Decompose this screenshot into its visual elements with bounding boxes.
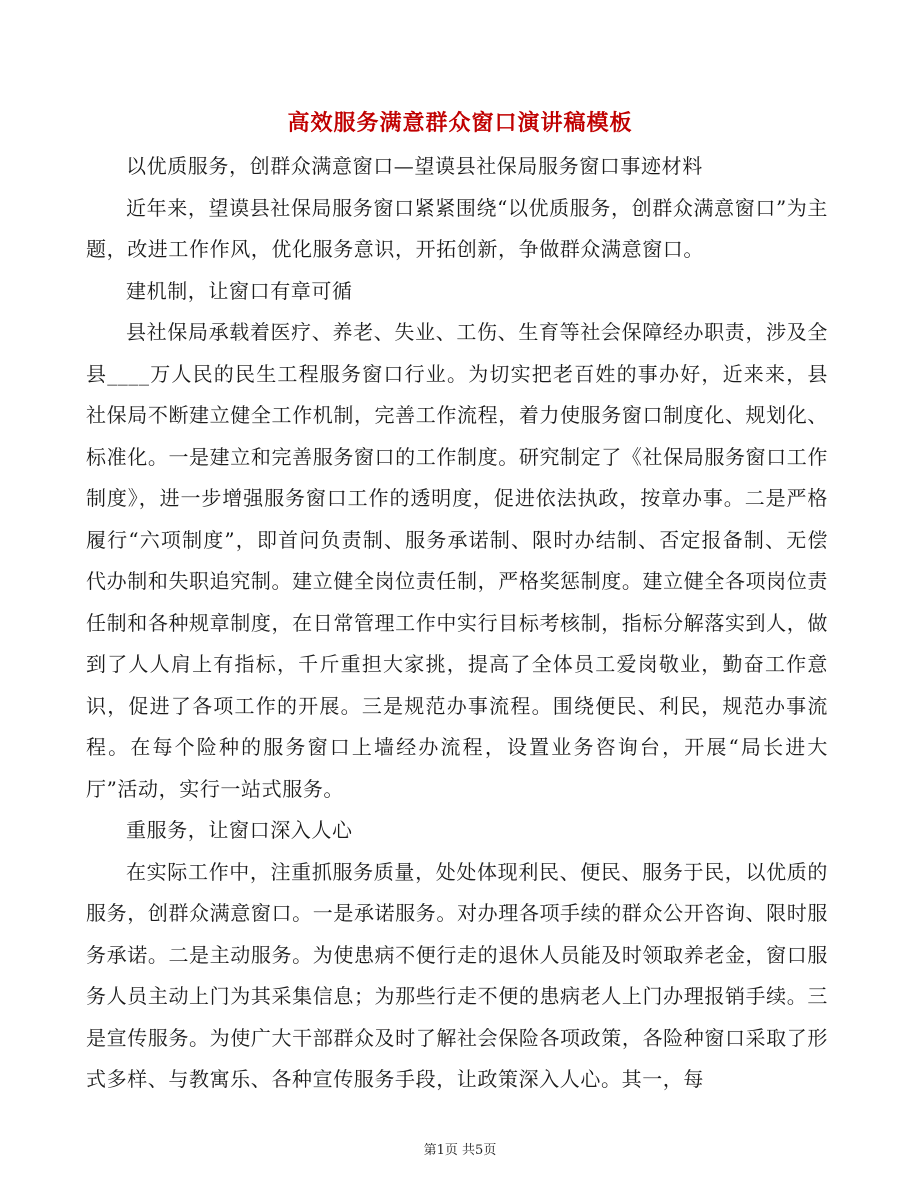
document-body bbox=[86, 146, 828, 1101]
mechanism-paragraph: 县社保局承载着医疗、养老、失业、工伤、生育等社会保障经办职责，涉及全县____万人民的民生工程服务窗口行业。为切实把老百姓的事办好，近来来，县社保局不断建立健全工作机制，完善工作流程，着力使服务窗口制度化、规划化、标准化。一是建立和完善服务窗口的工作制度。研究制定了《社保局服务窗口工作制度》，进一步增强服务窗口工作的透明度，促进依法执政，按章办事。二是严格履行“六项制度”，即首问负责制、服务承诺制、限时办结制、否定报备制、无偿代办制和失职追究制。建立健全岗位责任制，严格奖惩制度。建立健全各项岗位责任制和各种规章制度，在日常管理工作中实行目标考核制，指标分解落实到人，做到了人人肩上有指标，千斤重担大家挑，提高了全体员工爱岗敬业，勤奋工作意识，促进了各项工作的开展。三是规范办事流程。围绕便民、利民，规范办事流程。在每个险种的服务窗口上墙经办流程，设置业务咨询台，开展“局长进大厅”活动，实行一站式服务。 bbox=[86, 320, 828, 801]
service-paragraph: 在实际工作中，注重抓服务质量，处处体现利民、便民、服务于民，以优质的服务，创群众满意窗口。一是承诺服务。对办理各项手续的群众公开咨询、限时服务承诺。二是主动服务。为使患病不便行走的退休人员能及时领取养老金，窗口服务人员主动上门为其采集信息；为那些行走不便的患病老人上门办理报销手续。三是宣传服务。为使广大干部群众及时了解社会保险各项政策，各险种窗口采取了形式多样、与教寓乐、各种宣传服务手段，让政策深入人心。其一，每 bbox=[86, 859, 828, 1091]
subtitle-paragraph: 以优质服务，创群众满意窗口—望谟县社保局服务窗口事迹材料 bbox=[126, 154, 703, 178]
intro-paragraph: 近年来，望谟县社保局服务窗口紧紧围绕“以优质服务，创群众满意窗口”为主题，改进工作作风，优化服务意识，开拓创新，争做群众满意窗口。 bbox=[86, 195, 828, 261]
section-heading-mechanism: 建机制，让窗口有章可循 bbox=[126, 278, 353, 303]
section-heading-service: 重服务，让窗口深入人心 bbox=[126, 818, 353, 842]
document-title: 高效服务满意群众窗口演讲稿模板 bbox=[287, 110, 633, 136]
page-number-footer: 第1页 共5页 bbox=[423, 1143, 497, 1158]
